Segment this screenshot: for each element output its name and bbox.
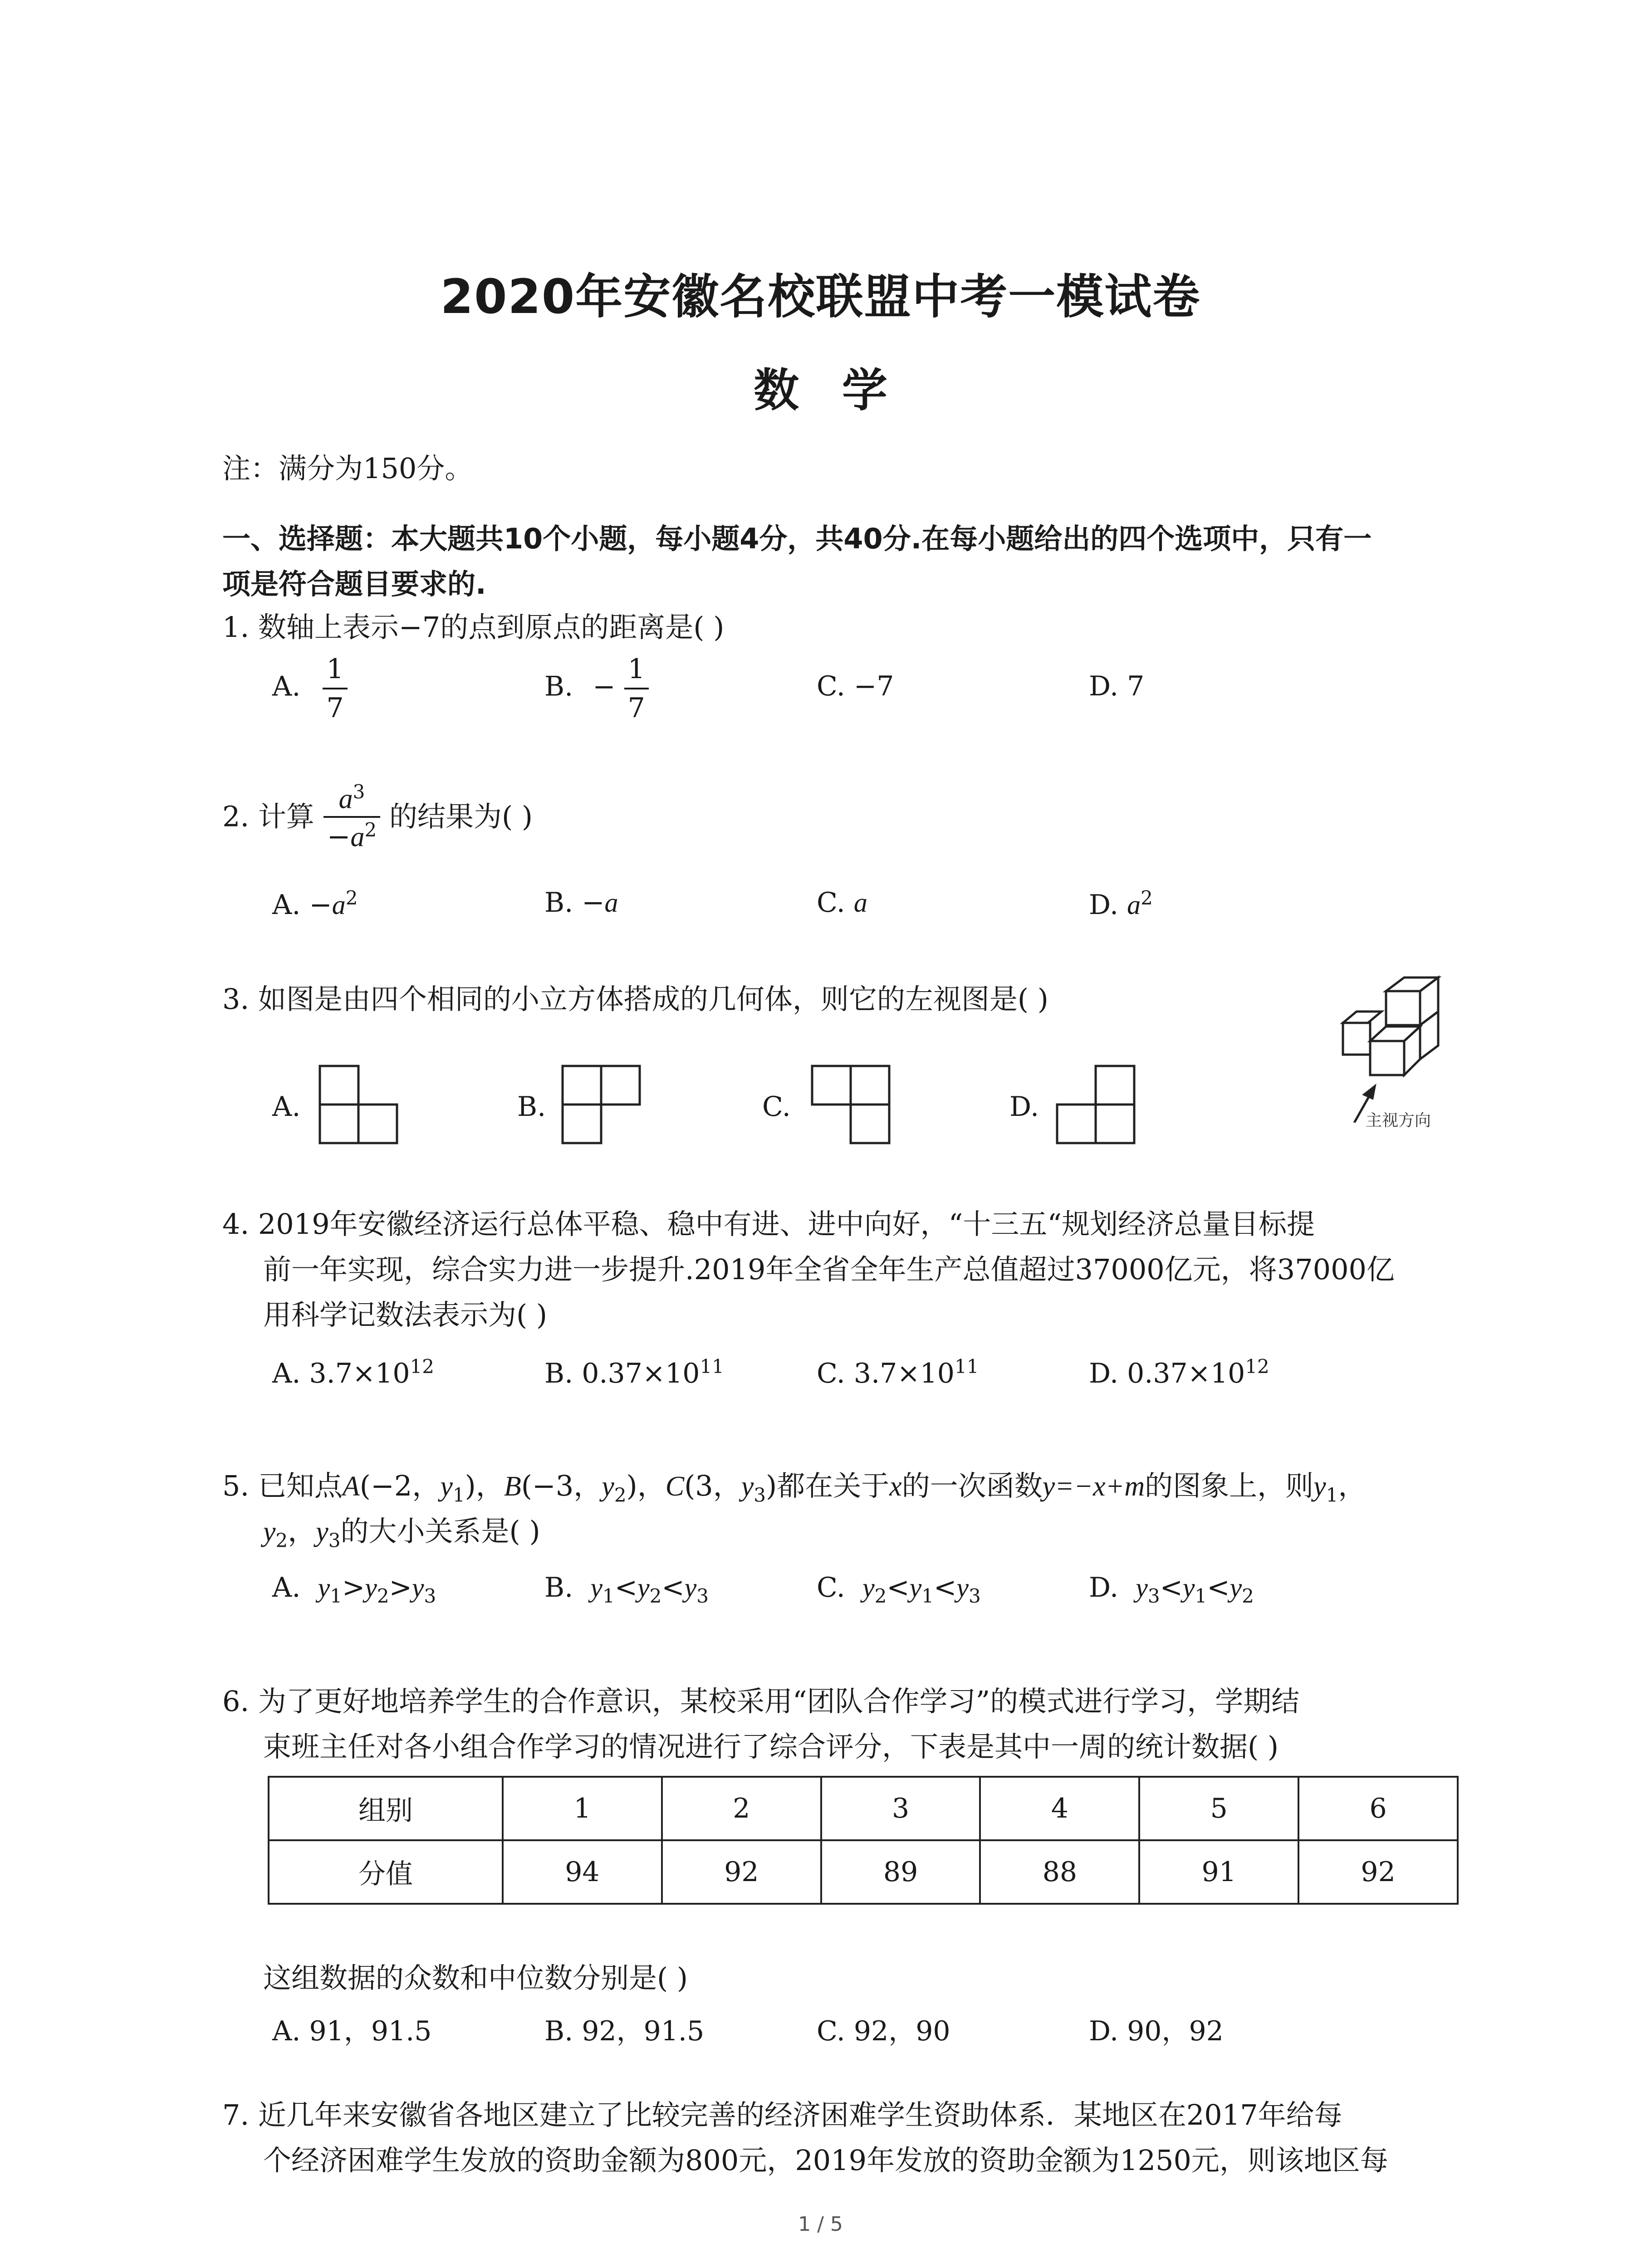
q4-option-d[interactable]: [1089, 1355, 1269, 1389]
q6-option-b[interactable]: B. 92，91.5: [544, 2015, 705, 2047]
q6-question: 这组数据的众数和中位数分别是( ): [263, 1961, 688, 1994]
q6-score-table: [268, 1776, 1459, 1905]
q4-option-b[interactable]: [544, 1355, 724, 1389]
table-cell: 4: [980, 1777, 1139, 1840]
q5-text: )，: [465, 1469, 504, 1502]
fraction: [323, 782, 381, 851]
q5-option-a[interactable]: [272, 1572, 436, 1607]
q5-text: (−3，: [521, 1469, 602, 1502]
var-y: y: [318, 1573, 330, 1603]
exponent: 2: [1141, 887, 1153, 909]
view-direction-label: 主视方向: [1366, 1111, 1431, 1130]
subscript: 2: [1242, 1585, 1254, 1607]
table-cell: 92: [662, 1840, 821, 1904]
q4-line2: 前一年实现，综合实力进一步提升.2019年全省全年生产总值超过37000亿元，将37000亿: [263, 1253, 1395, 1286]
q2-stem: [222, 782, 533, 851]
var-a: a: [350, 821, 365, 853]
table-cell: 91: [1139, 1840, 1298, 1904]
q2-option-c[interactable]: [817, 887, 867, 919]
q3-option-b-figure[interactable]: [560, 1064, 647, 1150]
var-y: y: [637, 1573, 650, 1603]
point-a: A: [342, 1471, 360, 1502]
q2-option-d[interactable]: [1089, 887, 1153, 921]
q1-option-d[interactable]: D. 7: [1089, 670, 1145, 702]
exponent: 3: [353, 781, 365, 803]
option-text: B. 0.37×10: [544, 1358, 700, 1389]
page-number: 1 / 5: [798, 2213, 843, 2236]
q4-line3: 用科学记数法表示为( ): [263, 1298, 548, 1331]
lt-sign: <: [614, 1572, 637, 1603]
subscript: 1: [330, 1585, 342, 1607]
fraction-denominator: [323, 816, 381, 851]
q1-option-c[interactable]: C. −7: [817, 670, 894, 702]
var-y: y: [590, 1573, 603, 1603]
q7-line2: 个经济困难学生发放的资助金额为800元，2019年发放的资助金额为1250元，则该地区每: [263, 2144, 1388, 2177]
var-y: y: [862, 1573, 875, 1603]
option-label: B.: [544, 670, 573, 703]
q6-line1: 6. 为了更好地培养学生的合作意识，某校采用“团队合作学习”的模式进行学习，学期结: [222, 1685, 1300, 1718]
subscript: 2: [377, 1585, 389, 1607]
q3-option-c-label[interactable]: C.: [762, 1091, 791, 1123]
point-b: B: [504, 1471, 521, 1502]
minus-sign: −: [593, 670, 616, 703]
q4-option-c[interactable]: [817, 1355, 979, 1389]
subscript: 1: [921, 1585, 934, 1607]
q5-text: ，: [1338, 1469, 1367, 1502]
table-row: [269, 1840, 1458, 1904]
subscript: 3: [754, 1484, 766, 1506]
q5-line1: [222, 1469, 1367, 1506]
option-label: A. −: [272, 889, 332, 921]
q5-text: (3，: [684, 1469, 741, 1502]
fraction-numerator: 1: [326, 653, 344, 685]
table-header-cell: 分值: [269, 1840, 503, 1904]
q5-text: (−2，: [359, 1469, 441, 1502]
exponent: 11: [700, 1355, 724, 1378]
q6-option-c[interactable]: C. 92，90: [817, 2015, 950, 2047]
lt-sign: <: [1160, 1572, 1183, 1603]
q7-line1: 7. 近几年来安徽省各地区建立了比较完善的经济困难学生资助体系．某地区在2017年给每: [222, 2098, 1342, 2131]
subscript: 1: [1195, 1585, 1207, 1607]
subscript: 3: [328, 1529, 341, 1552]
var-y: y: [1136, 1573, 1148, 1603]
q3-option-a-label[interactable]: A.: [272, 1091, 301, 1123]
var-y: y: [1182, 1573, 1195, 1603]
exponent: 2: [364, 818, 377, 841]
q1-stem: 1. 数轴上表示−7的点到原点的距离是( ): [222, 611, 725, 644]
table-row: [269, 1777, 1458, 1840]
var-y: y: [1313, 1471, 1326, 1502]
q5-text: 5. 已知点: [222, 1469, 343, 1502]
var-y: y: [316, 1516, 328, 1547]
exponent: 12: [1245, 1355, 1269, 1378]
q1-option-a[interactable]: [272, 653, 348, 724]
var-y: y: [365, 1573, 377, 1603]
lt-sign: <: [887, 1572, 910, 1603]
option-text: C. 3.7×10: [817, 1358, 955, 1389]
var-y: y: [602, 1471, 614, 1502]
page-title: 2020年安徽名校联盟中考一模试卷: [440, 269, 1201, 324]
point-c: C: [665, 1471, 685, 1502]
q3-option-d-label[interactable]: D.: [1009, 1091, 1039, 1123]
option-text: A. 3.7×10: [272, 1358, 410, 1389]
q2-option-b[interactable]: [544, 887, 618, 919]
gt-sign: >: [342, 1572, 365, 1603]
q3-cube-stack-figure: [1336, 973, 1454, 1123]
q3-option-d-figure[interactable]: [1055, 1064, 1141, 1150]
lt-sign: <: [661, 1572, 685, 1603]
fraction-numerator: 1: [627, 653, 645, 685]
table-header-cell: 组别: [269, 1777, 503, 1840]
subscript: 1: [1326, 1484, 1338, 1506]
option-label: C.: [817, 1572, 845, 1603]
exponent: 2: [345, 887, 358, 909]
var-a: a: [853, 888, 867, 918]
var-y: y: [741, 1471, 754, 1502]
table-cell: 3: [821, 1777, 980, 1840]
var-y: y: [440, 1471, 453, 1502]
var-y: y: [263, 1516, 276, 1547]
exponent: 11: [954, 1355, 979, 1378]
subscript: 2: [649, 1585, 662, 1607]
section-heading-line1: 一、选择题：本大题共10个小题，每小题4分，共40分.在每小题给出的四个选项中，只有一: [222, 522, 1372, 555]
q5-line2: [263, 1517, 540, 1550]
fraction-numerator: [335, 782, 369, 816]
var-a: a: [604, 888, 618, 918]
q6-option-d[interactable]: D. 90，92: [1089, 2015, 1224, 2047]
option-label: B.: [544, 1572, 573, 1603]
var-a: a: [338, 783, 353, 815]
table-cell: 89: [821, 1840, 980, 1904]
q5-text: 的大小关系是( ): [340, 1515, 540, 1548]
q3-option-c-figure[interactable]: [810, 1064, 896, 1150]
table-cell: 94: [503, 1840, 662, 1904]
note: 注：满分为150分。: [222, 452, 473, 485]
function-expression: y=−x+m: [1042, 1471, 1145, 1502]
option-label: D.: [1089, 1572, 1119, 1603]
option-text: D. 0.37×10: [1089, 1358, 1245, 1389]
section-heading-line2: 项是符合题目要求的.: [222, 567, 486, 601]
q5-text: )都在关于: [766, 1469, 890, 1502]
gt-sign: >: [389, 1572, 412, 1603]
q5-text: )，: [626, 1469, 666, 1502]
var-y: y: [909, 1573, 922, 1603]
subscript: 3: [1147, 1585, 1160, 1607]
q2-prefix: 2. 计算: [222, 800, 314, 833]
q1-option-b[interactable]: [544, 653, 649, 724]
q2-option-a[interactable]: [272, 887, 358, 921]
subscript: 1: [452, 1484, 465, 1506]
option-label: D.: [1089, 889, 1127, 921]
lt-sign: <: [1207, 1572, 1230, 1603]
var-y: y: [1230, 1573, 1242, 1603]
q5-option-d[interactable]: [1089, 1572, 1254, 1607]
fraction: [624, 653, 649, 724]
subject-title: 数 学: [754, 364, 887, 417]
q5-option-b[interactable]: [544, 1572, 709, 1607]
q5-option-c[interactable]: [817, 1572, 981, 1607]
option-label: C.: [817, 887, 854, 919]
exponent: 12: [410, 1355, 434, 1378]
fraction: [323, 653, 347, 724]
q6-option-a[interactable]: A. 91，91.5: [272, 2015, 432, 2047]
q3-option-a-figure[interactable]: [318, 1064, 404, 1150]
table-cell: 5: [1139, 1777, 1298, 1840]
table-cell: 88: [980, 1840, 1139, 1904]
table-cell: 6: [1298, 1777, 1458, 1840]
q3-stem: 3. 如图是由四个相同的小立方体搭成的几何体，则它的左视图是( ): [222, 982, 1048, 1016]
q6-line2: 束班主任对各小组合作学习的情况进行了综合评分，下表是其中一周的统计数据( ): [263, 1730, 1279, 1763]
var-y: y: [956, 1573, 969, 1603]
subscript: 3: [696, 1585, 709, 1607]
fraction-denominator: 7: [624, 688, 649, 724]
q5-text: 的图象上，则: [1145, 1469, 1314, 1502]
subscript: 2: [614, 1484, 627, 1506]
var-y: y: [684, 1573, 697, 1603]
q5-text: ，: [288, 1515, 316, 1548]
subscript: 3: [968, 1585, 981, 1607]
var-a: a: [1127, 890, 1141, 920]
q3-option-b-label[interactable]: B.: [517, 1091, 546, 1123]
option-label: A.: [272, 1572, 301, 1603]
q5-text: 的一次函数: [901, 1469, 1043, 1502]
subscript: 1: [602, 1585, 615, 1607]
var-y: y: [411, 1573, 424, 1603]
q4-option-a[interactable]: [272, 1355, 434, 1389]
q4-line1: 4. 2019年安徽经济运行总体平稳、稳中有进、进中向好，“十三五“规划经济总量目标提: [222, 1207, 1315, 1241]
option-label: A.: [272, 670, 301, 703]
table-cell: 92: [1298, 1840, 1458, 1904]
minus-sign: −: [327, 820, 351, 853]
subscript: 3: [424, 1585, 436, 1607]
q2-suffix: 的结果为( ): [389, 800, 533, 833]
lt-sign: <: [934, 1572, 957, 1603]
subscript: 2: [874, 1585, 887, 1607]
subscript: 2: [275, 1529, 288, 1552]
var-a: a: [332, 890, 346, 920]
table-cell: 1: [503, 1777, 662, 1840]
fraction-denominator: 7: [323, 688, 347, 724]
option-label: B. −: [544, 887, 605, 919]
var-x: x: [889, 1471, 902, 1502]
table-cell: 2: [662, 1777, 821, 1840]
